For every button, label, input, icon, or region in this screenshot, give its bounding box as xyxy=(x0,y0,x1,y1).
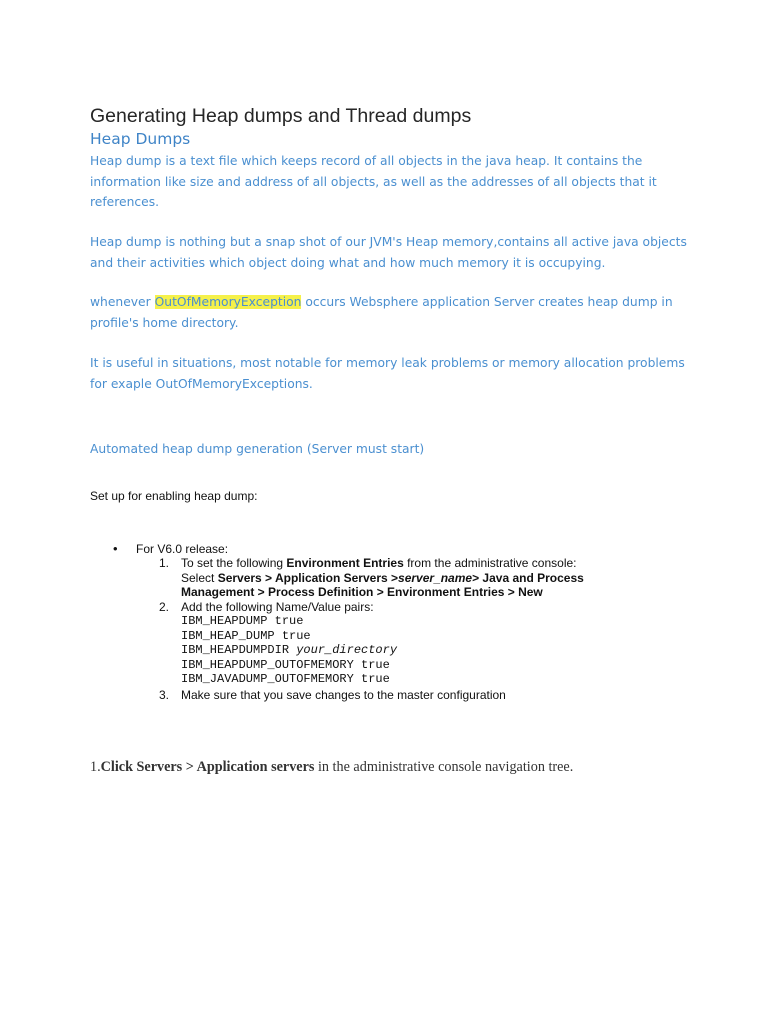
pair-value: true xyxy=(267,614,304,628)
highlighted-exception: OutOfMemoryException xyxy=(154,295,302,309)
step-1-line-2 xyxy=(181,571,584,586)
pair-name: IBM_JAVADUMP_OUTOFMEMORY xyxy=(181,672,354,686)
pair-ibm-heapdump xyxy=(181,614,303,628)
step-1-text-h: Management > Process Definition > Environment Entries > New xyxy=(181,585,543,599)
bullet-label: For V6.0 release: xyxy=(136,542,229,556)
final-instruction xyxy=(90,759,573,776)
pair-ibm-heapdump-outofmemory xyxy=(181,658,390,672)
step-1-text-b: Environment Entries xyxy=(286,556,404,570)
final-rest-text: in the administrative console navigation tree. xyxy=(314,759,574,775)
pair-name: IBM_HEAPDUMPDIR xyxy=(181,643,297,657)
step-1-line-1 xyxy=(181,556,577,571)
bullet-icon: • xyxy=(113,541,118,556)
step-1-text-a: To set the following xyxy=(181,556,287,570)
paragraph-out-of-memory xyxy=(90,292,690,333)
pair-ibm-javadump-outofmemory xyxy=(181,672,390,686)
step-1-text-g: > Java and Process xyxy=(472,571,584,585)
pair-name: IBM_HEAP_DUMP xyxy=(181,629,275,643)
step-1-text-d: Select xyxy=(181,571,218,585)
para3-suffix: occurs Websphere application Server creates heap dump in profile's home directory. xyxy=(90,295,673,330)
step-2-number: 2. xyxy=(159,600,170,614)
pair-value: your_directory xyxy=(296,643,398,657)
paragraph-use-cases: It is useful in situations, most notable for memory leak problems or memory allocation problems for exaple OutOfMemoryExceptions. xyxy=(90,356,685,391)
step-1-text-f: server_name xyxy=(398,571,473,585)
paragraph-heap-dump-snapshot: Heap dump is nothing but a snap shot of our JVM's Heap memory,contains all active java objects and their activities which object doing what and how much memory it is occupying. xyxy=(90,235,687,270)
pair-value: true xyxy=(274,629,311,643)
final-number: 1. xyxy=(90,759,101,775)
automated-heading: Automated heap dump generation (Server must start) xyxy=(90,442,425,456)
pair-ibm-heap-dump xyxy=(181,629,311,643)
document-title: Generating Heap dumps and Thread dumps xyxy=(90,105,472,127)
step-3-number: 3. xyxy=(159,688,170,702)
final-bold-text: Click Servers > Application servers xyxy=(100,759,315,775)
step-1-text-c: from the administrative console: xyxy=(403,556,577,570)
step-3-label: Make sure that you save changes to the master configuration xyxy=(181,688,506,702)
pair-name: IBM_HEAPDUMP_OUTOFMEMORY xyxy=(181,658,354,672)
para3-prefix: whenever xyxy=(90,295,155,309)
pair-value: true xyxy=(353,672,390,686)
step-1-text-e: Servers > Application Servers > xyxy=(217,571,399,585)
setup-label: Set up for enabling heap dump: xyxy=(90,489,258,503)
paragraph-heap-dump-definition: Heap dump is a text file which keeps record of all objects in the java heap. It contains the information like size and address of all objects, as well as the addresses of all objects that it references. xyxy=(90,154,657,209)
step-1-line-3 xyxy=(181,585,543,600)
pair-value: true xyxy=(353,658,390,672)
step-2-label: Add the following Name/Value pairs: xyxy=(181,600,374,614)
pair-name: IBM_HEAPDUMP xyxy=(181,614,268,628)
pair-ibm-heapdumpdir xyxy=(181,643,397,657)
step-1-number: 1. xyxy=(159,556,170,570)
section-heading-heap-dumps: Heap Dumps xyxy=(90,130,191,148)
